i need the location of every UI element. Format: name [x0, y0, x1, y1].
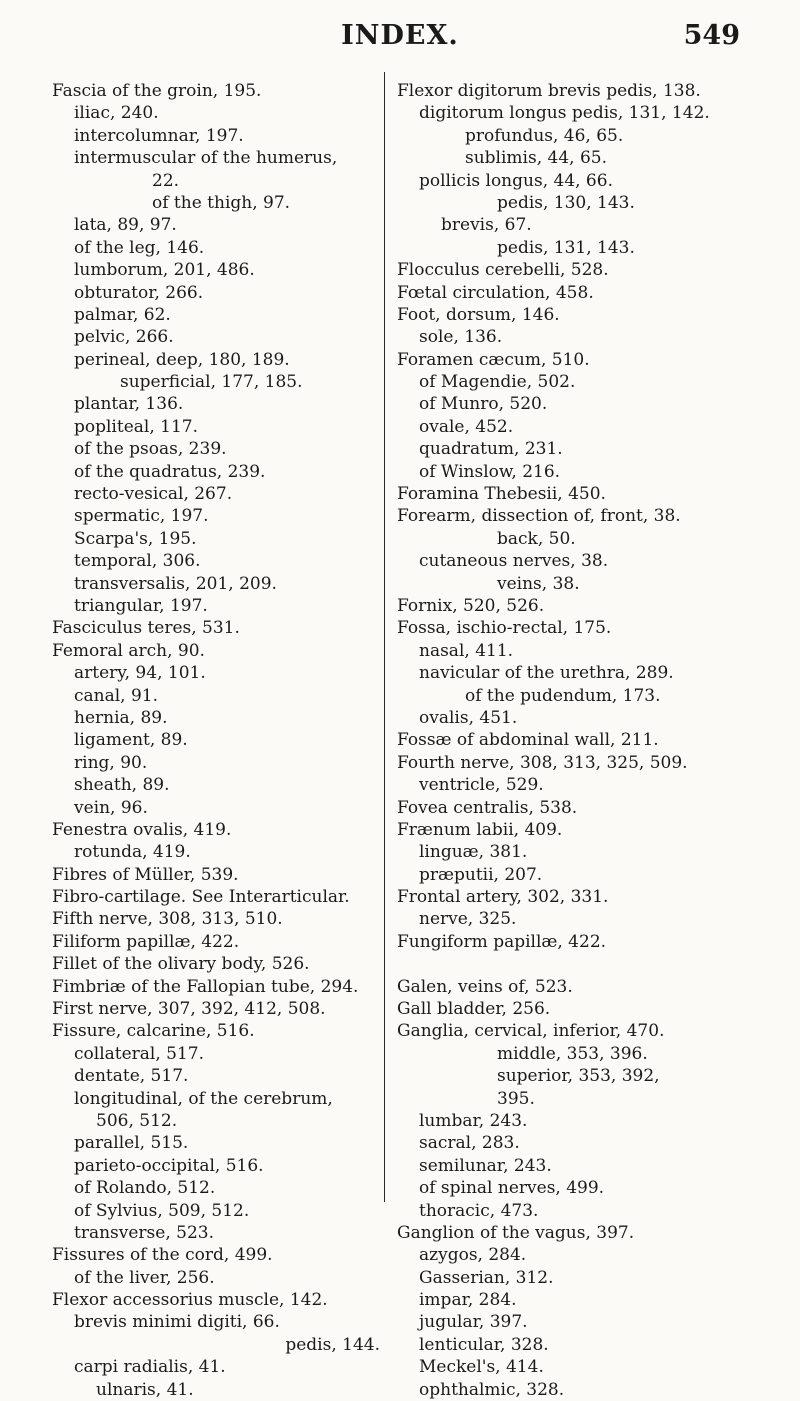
index-entry: of the leg, 146.: [74, 237, 205, 258]
index-entry: of Winslow, 216.: [419, 461, 561, 482]
index-entry: semilunar, 243.: [419, 1155, 552, 1176]
index-entry: ophthalmic, 328.: [419, 1379, 565, 1400]
index-entry: pedis, 131, 143.: [497, 237, 635, 258]
index-entry: Meckel's, 414.: [419, 1357, 544, 1378]
index-entry: back, 50.: [497, 528, 576, 549]
column-divider: [384, 72, 385, 1202]
index-entry: vein, 96.: [74, 797, 148, 818]
index-entry: of the quadratus, 239.: [74, 461, 266, 482]
index-entry: of spinal nerves, 499.: [419, 1178, 605, 1199]
index-entry: Galen, veins of, 523.: [397, 976, 573, 997]
index-entry: Fimbriæ of the Fallopian tube, 294.: [52, 976, 359, 997]
index-entry: Frænum labii, 409.: [397, 819, 563, 840]
index-entry: Fillet of the olivary body, 526.: [52, 954, 310, 975]
index-entry: rotunda, 419.: [74, 842, 191, 863]
index-entry: 506, 512.: [96, 1110, 178, 1131]
index-entry: Foramina Thebesii, 450.: [397, 484, 606, 505]
index-entry: of the thigh, 97.: [152, 192, 291, 213]
index-entry: pedis, 144.: [285, 1334, 380, 1355]
index-column-right: [397, 80, 757, 1401]
index-entry: Forearm, dissection of, front, 38.: [397, 506, 681, 527]
index-entry: 22.: [152, 170, 180, 191]
index-entry: sole, 136.: [419, 327, 503, 348]
index-entry: lenticular, 328.: [419, 1334, 549, 1355]
index-entry: transverse, 523.: [74, 1222, 215, 1243]
index-entry: Foramen cæcum, 510.: [397, 349, 590, 370]
index-entry: Ganglia, cervical, inferior, 470.: [397, 1021, 665, 1042]
index-entry: præputii, 207.: [419, 864, 543, 885]
index-entry: of Sylvius, 509, 512.: [74, 1200, 250, 1221]
index-entry: Scarpa's, 195.: [74, 528, 197, 549]
index-entry: iliac, 240.: [74, 103, 159, 124]
index-entry: superficial, 177, 185.: [120, 372, 303, 393]
index-entry: Femoral arch, 90.: [52, 640, 205, 661]
index-gap: [397, 953, 757, 975]
index-entry: pollicis longus, 44, 66.: [419, 170, 613, 191]
index-entry: thoracic, 473.: [419, 1200, 539, 1221]
index-entry: Fovea centralis, 538.: [397, 797, 578, 818]
index-entry: Filiform papillæ, 422.: [52, 931, 240, 952]
index-entry: triangular, 197.: [74, 595, 208, 616]
index-entry: ligament, 89.: [74, 730, 188, 751]
index-entry: azygos, 284.: [419, 1245, 527, 1266]
index-entry: Fibro-cartilage. See Interarticular.: [52, 887, 350, 908]
index-entry: navicular of the urethra, 289.: [419, 663, 674, 684]
index-entry: Frontal artery, 302, 331.: [397, 887, 609, 908]
index-entry: popliteal, 117.: [74, 416, 198, 437]
index-entry: of the psoas, 239.: [74, 439, 227, 460]
index-entry: Flexor digitorum brevis pedis, 138.: [397, 81, 701, 101]
index-entry: Flexor accessorius muscle, 142.: [52, 1290, 328, 1311]
index-entry: profundus, 46, 65.: [465, 125, 624, 146]
index-entry: nasal, 411.: [419, 640, 514, 661]
index-entry: Flocculus cerebelli, 528.: [397, 260, 609, 281]
index-entry: Fifth nerve, 308, 313, 510.: [52, 909, 283, 930]
index-entry: hernia, 89.: [74, 707, 168, 728]
index-entry: Fornix, 520, 526.: [397, 595, 545, 616]
index-entry: Fissures of the cord, 499.: [52, 1245, 273, 1266]
index-entry: intermuscular of the humerus,: [74, 148, 338, 169]
index-entry: palmar, 62.: [74, 304, 171, 325]
index-entry: Fossæ of abdominal wall, 211.: [397, 730, 659, 751]
index-entry: brevis minimi digiti, 66.: [74, 1312, 280, 1333]
index-entry: jugular, 397.: [419, 1312, 528, 1333]
index-entry: parallel, 515.: [74, 1133, 189, 1154]
index-entry: lumborum, 201, 486.: [74, 260, 255, 281]
index-entry: Foot, dorsum, 146.: [397, 304, 560, 325]
index-entry: temporal, 306.: [74, 551, 201, 572]
page-number: 549: [683, 20, 740, 51]
index-entry: pelvic, 266.: [74, 327, 174, 348]
index-entry: ulnaris, 41.: [96, 1379, 194, 1400]
index-entry: veins, 38.: [497, 573, 580, 594]
index-entry: Fenestra ovalis, 419.: [52, 819, 232, 840]
index-entry: cutaneous nerves, 38.: [419, 551, 609, 572]
index-entry: Fungiform papillæ, 422.: [397, 931, 607, 952]
index-entry: sacral, 283.: [419, 1133, 520, 1154]
index-entry: plantar, 136.: [74, 394, 184, 415]
index-entry: sublimis, 44, 65.: [465, 148, 607, 169]
index-entry: Fibres of Müller, 539.: [52, 864, 239, 885]
index-entry: canal, 91.: [74, 685, 159, 706]
index-entry: obturator, 266.: [74, 282, 204, 303]
index-entry: lata, 89, 97.: [74, 215, 177, 236]
index-entry: brevis, 67.: [441, 215, 532, 236]
index-entry: of Munro, 520.: [419, 394, 548, 415]
page-title: INDEX.: [341, 20, 459, 51]
index-entry: impar, 284.: [419, 1290, 517, 1311]
index-entry: Fasciculus teres, 531.: [52, 618, 240, 639]
index-entry: ring, 90.: [74, 752, 148, 773]
index-entry: Fœtal circulation, 458.: [397, 282, 594, 303]
index-entry: ovale, 452.: [419, 416, 514, 437]
index-entry: transversalis, 201, 209.: [74, 573, 277, 594]
index-entry: Fissure, calcarine, 516.: [52, 1021, 255, 1042]
index-entry: Ganglion of the vagus, 397.: [397, 1222, 635, 1243]
index-column-left: [52, 80, 380, 1401]
index-entry: lumbar, 243.: [419, 1110, 528, 1131]
index-entry: Gall bladder, 256.: [397, 999, 551, 1020]
index-entry: recto-vesical, 267.: [74, 484, 233, 505]
index-entry: pedis, 130, 143.: [497, 192, 635, 213]
index-entry: nerve, 325.: [419, 909, 517, 930]
index-entry: artery, 94, 101.: [74, 663, 206, 684]
index-entry: of the pudendum, 173.: [465, 685, 661, 706]
index-entry: quadratum, 231.: [419, 439, 563, 460]
index-entry: perineal, deep, 180, 189.: [74, 349, 290, 370]
index-entry: carpi radialis, 41.: [74, 1357, 226, 1378]
index-entry: linguæ, 381.: [419, 842, 528, 863]
index-entry: 395.: [497, 1088, 535, 1109]
index-entry: of Rolando, 512.: [74, 1178, 216, 1199]
index-entry: Fascia of the groin, 195.: [52, 81, 262, 101]
index-entry: intercolumnar, 197.: [74, 125, 244, 146]
index-entry: Gasserian, 312.: [419, 1267, 554, 1288]
index-entry: spermatic, 197.: [74, 506, 209, 527]
index-entry: of the liver, 256.: [74, 1267, 215, 1288]
index-entry: middle, 353, 396.: [497, 1043, 648, 1064]
index-entry: ventricle, 529.: [419, 775, 544, 796]
index-entry: digitorum longus pedis, 131, 142.: [419, 103, 710, 124]
index-entry: superior, 353, 392,: [497, 1066, 660, 1087]
index-entry: dentate, 517.: [74, 1066, 189, 1087]
index-entry: of Magendie, 502.: [419, 372, 576, 393]
index-entry: ovalis, 451.: [419, 707, 518, 728]
page-header: [0, 20, 800, 60]
index-entry: collateral, 517.: [74, 1043, 205, 1064]
index-entry: parieto-occipital, 516.: [74, 1155, 264, 1176]
index-entry: Fossa, ischio-rectal, 175.: [397, 618, 612, 639]
index-entry: longitudinal, of the cerebrum,: [74, 1088, 333, 1109]
index-entry: First nerve, 307, 392, 412, 508.: [52, 999, 326, 1020]
index-entry: Fourth nerve, 308, 313, 325, 509.: [397, 752, 688, 773]
index-entry: sheath, 89.: [74, 775, 170, 796]
